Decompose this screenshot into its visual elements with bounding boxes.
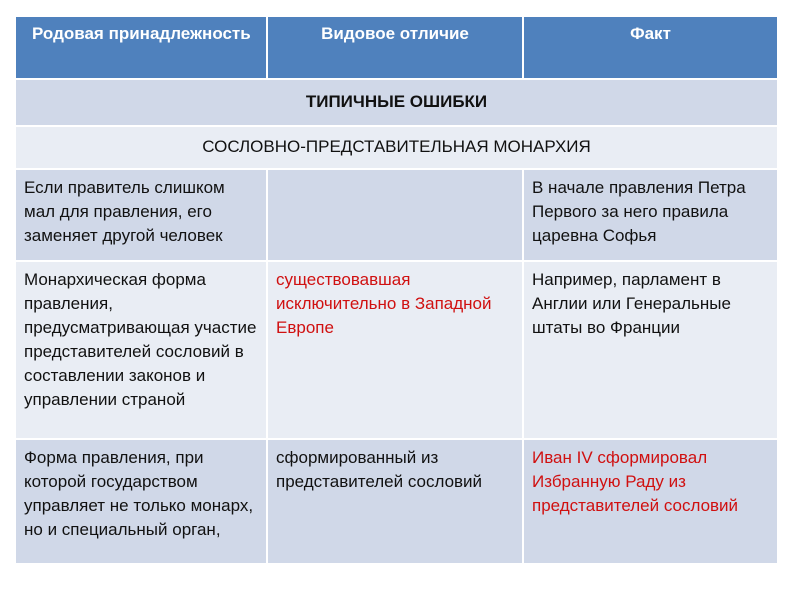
subsection-title: СОСЛОВНО-ПРЕДСТАВИТЕЛЬНАЯ МОНАРХИЯ xyxy=(16,127,777,170)
cell-difference: сформированный из представителей сословий xyxy=(268,440,524,565)
cell-difference-error: существовавшая исключительно в Западной Европе xyxy=(268,262,524,440)
header-difference: Видовое отличие xyxy=(268,17,524,80)
table-row xyxy=(16,440,777,565)
cell-genus: Форма правления, при которой государством управляет не только монарх, но и специальный орган, xyxy=(16,440,268,565)
cell-fact: В начале правления Петра Первого за него правила царевна Софья xyxy=(524,170,777,262)
section-title: ТИПИЧНЫЕ ОШИБКИ xyxy=(16,80,777,127)
typical-errors-table xyxy=(16,17,777,565)
cell-genus: Монархическая форма правления, предусматривающая участие представителей сословий в составлении законов и управлении страной xyxy=(16,262,268,440)
header-fact: Факт xyxy=(524,17,777,80)
cell-difference xyxy=(268,170,524,262)
subsection-row xyxy=(16,127,777,170)
cell-fact: Например, парламент в Англии или Генеральные штаты во Франции xyxy=(524,262,777,440)
cell-fact-error: Иван IV сформировал Избранную Раду из представителей сословий xyxy=(524,440,777,565)
table-row xyxy=(16,262,777,440)
table-row xyxy=(16,170,777,262)
section-row xyxy=(16,80,777,127)
header-genus: Родовая принадлежность xyxy=(16,17,268,80)
cell-genus: Если правитель слишком мал для правления, его заменяет другой человек xyxy=(16,170,268,262)
header-row xyxy=(16,17,777,80)
